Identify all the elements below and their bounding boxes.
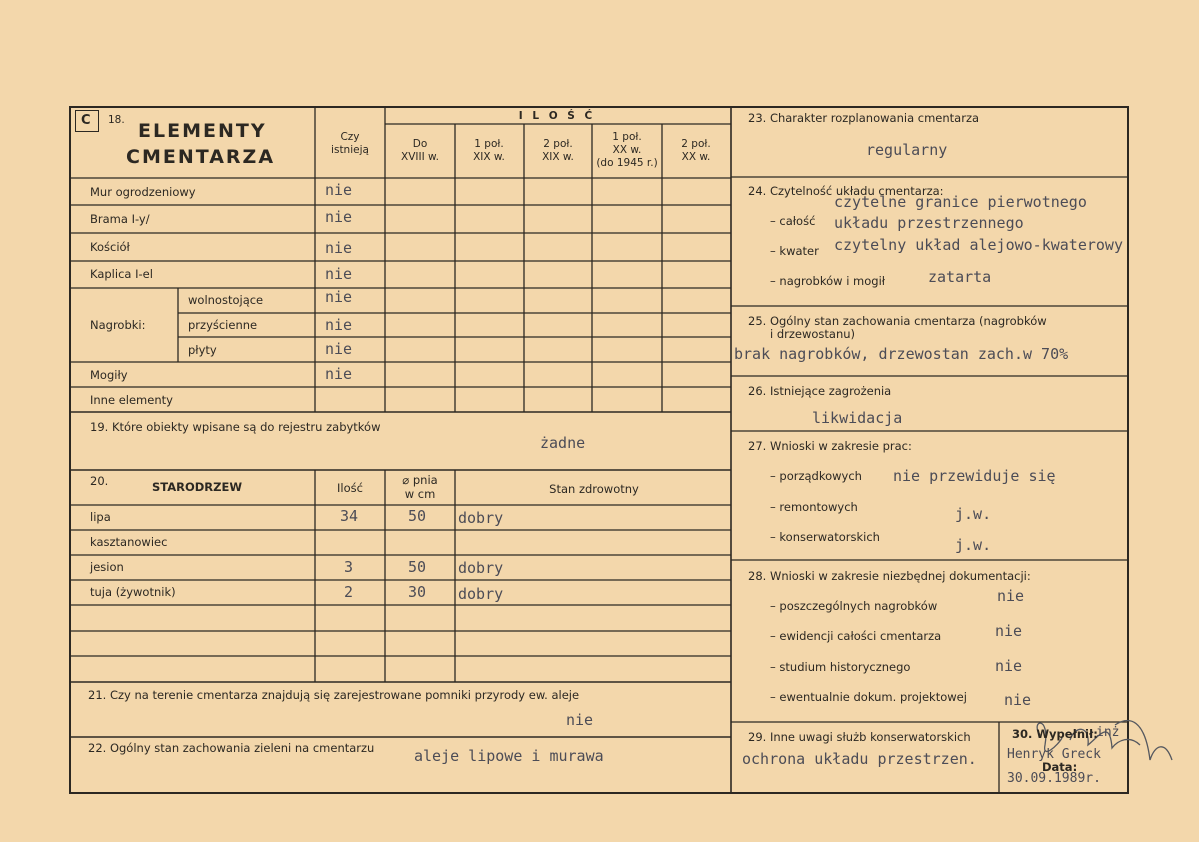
s28-item-1-label: – poszczególnych nagrobków	[770, 599, 938, 613]
s21-label: 21. Czy na terenie cmentarza znajdują się zarejestrowane pomniki przyrody ew. aleje	[88, 688, 580, 702]
s20-number: 20.	[90, 474, 109, 488]
s24-value-2: układu przestrzennego	[834, 214, 1024, 232]
tree-name-3: jesion	[90, 560, 124, 574]
s30-date: 30.09.1989r.	[1007, 771, 1101, 786]
nagrobki-label: Nagrobki:	[90, 318, 146, 332]
s24-value-4: zatarta	[928, 268, 992, 286]
s22-value: aleje lipowe i murawa	[414, 747, 604, 765]
row-label-kosciol: Kościół	[90, 240, 130, 254]
period-2-line-2: XIX w.	[473, 151, 505, 163]
s24-kwater: – kwater	[770, 244, 819, 258]
period-4-line-3: (do 1945 r.)	[596, 157, 658, 169]
tree-dia-4: 30	[408, 583, 427, 601]
s20-col-state: Stan zdrowotny	[549, 482, 639, 496]
s28-item-3-value: nie	[995, 657, 1023, 675]
tree-qty-3: 3	[344, 558, 354, 576]
row-label-wolnostojace: wolnostojące	[188, 293, 264, 307]
period-3-line-1: 2 poł.	[543, 138, 573, 150]
s26-label: 26. Istniejące zagrożenia	[748, 384, 892, 398]
period-1-line-1: Do	[412, 138, 428, 150]
row-value-wolnostojace: nie	[325, 288, 353, 306]
s27-item-1-value: nie przewiduje się	[893, 467, 1056, 485]
s30-label: 30. Wypełnił:	[1012, 727, 1098, 741]
period-4-line-1: 1 poł.	[612, 131, 642, 143]
s29-label: 29. Inne uwagi służb konserwatorskich	[748, 730, 971, 744]
s28-item-2-label: – ewidencji całości cmentarza	[770, 629, 942, 643]
period-5-line-2: XX w.	[681, 151, 711, 163]
row-label-inne: Inne elementy	[90, 393, 173, 407]
s29-value: ochrona układu przestrzen.	[742, 750, 977, 768]
s30-date-label: Data:	[1042, 760, 1078, 774]
row-value-plyty: nie	[325, 340, 353, 358]
period-5-line-1: 2 poł.	[681, 138, 711, 150]
s30-title: inż	[1096, 725, 1120, 740]
s21-value: nie	[566, 711, 594, 729]
s24-label: 24. Czytelność układu cmentarza:	[748, 184, 944, 198]
s25-label-2: i drzewostanu)	[770, 327, 856, 341]
s24-value-1: czytelne granice pierwotnego	[834, 193, 1087, 211]
s22-label: 22. Ogólny stan zachowania zieleni na cmentarzu	[88, 741, 375, 755]
s30-name: Henryk Greck	[1007, 747, 1101, 762]
tree-state-4: dobry	[458, 585, 504, 603]
s19-label: 19. Które obiekty wpisane są do rejestru zabytków	[90, 420, 381, 434]
title-elementy: ELEMENTY	[138, 120, 267, 142]
s24-calosc: – całość	[770, 214, 816, 228]
row-label-brama: Brama I-y/	[90, 212, 150, 226]
tree-qty-1: 34	[340, 507, 359, 525]
section-code: C	[81, 113, 91, 128]
s28-item-4-value: nie	[1004, 691, 1032, 709]
period-3-line-2: XIX w.	[542, 151, 574, 163]
row-label-mogily: Mogiły	[90, 368, 128, 382]
period-2-line-1: 1 poł.	[474, 138, 504, 150]
row-label-przyscienne: przyścienne	[188, 318, 258, 332]
s25-label-1: 25. Ogólny stan zachowania cmentarza (nagrobków	[748, 314, 1047, 328]
period-1-line-2: XVIII w.	[401, 151, 439, 163]
row-value-mogily: nie	[325, 365, 353, 383]
row-value-mur: nie	[325, 181, 353, 199]
s27-item-3-value: j.w.	[955, 536, 992, 554]
tree-state-1: dobry	[458, 509, 504, 527]
s20-col-qty: Ilość	[337, 481, 363, 495]
s28-item-4-label: – ewentualnie dokum. projektowej	[770, 690, 967, 704]
exists-header-2: istnieją	[331, 144, 369, 156]
row-value-brama: nie	[325, 208, 353, 226]
s23-label: 23. Charakter rozplanowania cmentarza	[748, 111, 980, 125]
period-4-line-2: XX w.	[612, 144, 642, 156]
tree-name-4: tuja (żywotnik)	[90, 585, 176, 599]
s27-item-3-label: – konserwatorskich	[770, 530, 880, 544]
s26-value: likwidacja	[812, 409, 903, 427]
s27-label: 27. Wnioski w zakresie prac:	[748, 439, 912, 453]
row-label-plyty: płyty	[188, 343, 217, 357]
s20-col-dia-2: w cm	[404, 487, 436, 501]
s25-value: brak nagrobków, drzewostan zach.w 70%	[734, 345, 1069, 363]
tree-dia-1: 50	[408, 507, 427, 525]
row-label-kaplica: Kaplica I-el	[90, 267, 153, 281]
exists-header-1: Czy	[340, 131, 360, 143]
section-18-number: 18.	[108, 114, 125, 126]
tree-name-1: lipa	[90, 510, 111, 524]
tree-name-2: kasztanowiec	[90, 535, 168, 549]
row-label-mur: Mur ogrodzeniowy	[90, 185, 196, 199]
row-value-przyscienne: nie	[325, 316, 353, 334]
row-value-kaplica: nie	[325, 265, 353, 283]
s19-value: żadne	[540, 434, 586, 452]
s27-item-2-label: – remontowych	[770, 500, 858, 514]
s23-value: regularny	[866, 141, 948, 159]
tree-qty-4: 2	[344, 583, 354, 601]
s20-col-dia-1: ⌀ pnia	[402, 473, 438, 487]
s27-item-2-value: j.w.	[955, 505, 992, 523]
s28-item-1-value: nie	[997, 587, 1025, 605]
s20-title: STARODRZEW	[152, 480, 243, 494]
row-value-kosciol: nie	[325, 239, 353, 257]
title-cmentarza: CMENTARZA	[126, 146, 276, 168]
s28-item-3-label: – studium historycznego	[770, 660, 911, 674]
quantity-header: I L O Ś Ć	[518, 110, 596, 122]
tree-state-3: dobry	[458, 559, 504, 577]
s28-item-2-value: nie	[995, 622, 1023, 640]
s28-label: 28. Wnioski w zakresie niezbędnej dokumentacji:	[748, 569, 1031, 583]
s24-nagrobkow: – nagrobków i mogił	[770, 274, 886, 288]
tree-dia-3: 50	[408, 558, 427, 576]
s27-item-1-label: – porządkowych	[770, 469, 862, 483]
s24-value-3: czytelny układ alejowo-kwaterowy	[834, 236, 1123, 254]
